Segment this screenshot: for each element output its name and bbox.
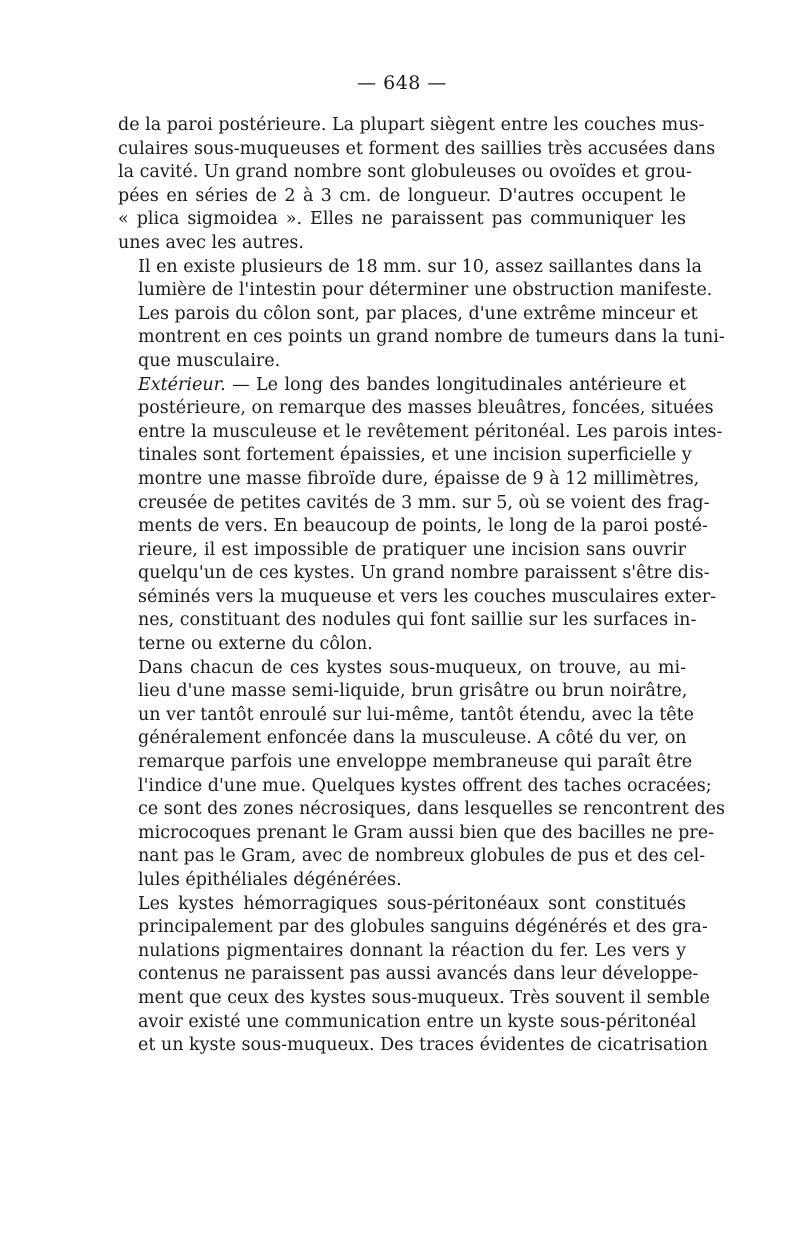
text-line: Les kystes hémorragiques sous-péritonéaux sont constitués <box>138 893 686 914</box>
text-line: quelqu'un de ces kystes. Un grand nombre paraissent s'être dis- <box>138 563 710 584</box>
paragraph <box>118 114 716 256</box>
text-line: ce sont des zones nécrosiques, dans lesquelles se rencontrent des <box>138 799 725 820</box>
text-line: pées en séries de 2 à 3 cm. de longueur. D'autres occupent le <box>118 185 686 206</box>
text-line: rieure, il est impossible de pratiquer une incision sans ouvrir <box>138 539 686 560</box>
text-line: que musculaire. <box>138 350 281 371</box>
text-line: « plica sigmoidea ». Elles ne paraissent pas communiquer les <box>118 209 686 230</box>
text-line <box>118 374 686 398</box>
text-line: contenus ne paraissent pas aussi avancés dans leur développe- <box>138 964 699 985</box>
text-line: tinales sont fortement épaissies, et une incision superficielle y <box>138 445 692 466</box>
text-line: avoir existé une communication entre un kyste sous-péritonéal <box>138 1011 697 1032</box>
paragraph <box>118 657 725 893</box>
text-line: postérieure, on remarque des masses bleuâtres, foncées, situées <box>138 398 714 419</box>
paragraph <box>118 374 723 657</box>
body-text <box>118 114 725 1058</box>
text-line: la cavité. Un grand nombre sont globuleuses ou ovoïdes et grou- <box>118 162 692 183</box>
text-line: Il en existe plusieurs de 18 mm. sur 10, assez saillantes dans la <box>138 256 702 277</box>
text-line: Dans chacun de ces kystes sous-muqueux, on trouve, au mi- <box>138 657 686 678</box>
text-line: ments de vers. En beaucoup de points, le long de la paroi posté- <box>138 516 708 537</box>
text-line: Les parois du côlon sont, par places, d'une extrême minceur et <box>138 303 698 324</box>
text-line: entre la musculeuse et le revêtement péritonéal. Les parois intes- <box>138 421 723 442</box>
text-line: généralement enfoncée dans la musculeuse. A côté du ver, on <box>138 728 687 749</box>
section-label: Extérieur. <box>138 374 226 395</box>
paragraph <box>118 893 710 1058</box>
text-line: nant pas le Gram, avec de nombreux globules de pus et des cel- <box>138 846 706 867</box>
text-line: séminés vers la muqueuse et vers les couches musculaires exter- <box>138 586 717 607</box>
text-line: lules épithéliales dégénérées. <box>138 870 402 890</box>
text-line: unes avec les autres. <box>118 232 304 253</box>
text-line: de la paroi postérieure. La plupart siègent entre les couches mus- <box>118 115 705 135</box>
text-line: et un kyste sous-muqueux. Des traces évidentes de cicatrisation <box>138 1035 708 1056</box>
text-line: lieu d'une masse semi-liquide, brun grisâtre ou brun noirâtre, <box>138 681 688 702</box>
line-text: — Le long des bandes longitudinales antérieure et <box>225 374 686 395</box>
text-line: un ver tantôt enroulé sur lui-même, tantôt étendu, avec la tête <box>138 704 695 725</box>
text-line: culaires sous-muqueuses et forment des saillies très accusées dans <box>118 138 716 159</box>
text-line: remarque parfois une enveloppe membraneuse qui paraît être <box>138 752 693 773</box>
text-line: montre une masse fibroïde dure, épaisse de 9 à 12 millimètres, <box>138 468 700 489</box>
text-line: microcoques prenant le Gram aussi bien que des bacilles ne pre- <box>138 822 715 843</box>
page <box>118 68 725 1058</box>
text-line: montrent en ces points un grand nombre de tumeurs dans la tuni- <box>138 327 725 348</box>
page-number: — 648 — <box>357 72 447 94</box>
text-line: principalement par des globules sanguins dégénérés et des gra- <box>138 917 708 938</box>
text-line: l'indice d'une mue. Quelques kystes offrent des taches ocracées; <box>138 775 712 796</box>
text-line: lumière de l'intestin pour déterminer une obstruction manifeste. <box>138 280 713 301</box>
text-line: ment que ceux des kystes sous-muqueux. Très souvent il semble <box>138 987 710 1008</box>
text-line: nes, constituant des nodules qui font saillie sur les surfaces in- <box>138 610 697 631</box>
paragraph <box>118 256 725 374</box>
text-line: creusée de petites cavités de 3 mm. sur 5, où se voient des frag- <box>138 492 710 513</box>
text-line: terne ou externe du côlon. <box>138 634 373 655</box>
text-line: nulations pigmentaires donnant la réaction du fer. Les vers y <box>138 940 686 961</box>
